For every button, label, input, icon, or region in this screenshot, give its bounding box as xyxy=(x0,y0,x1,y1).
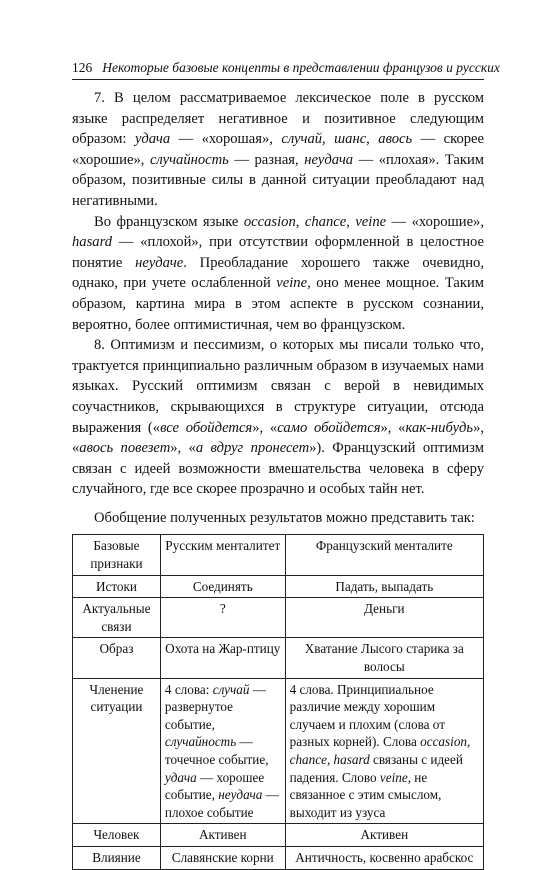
table-cell: Влияние xyxy=(73,846,161,869)
table-row xyxy=(73,678,484,824)
comparison-table xyxy=(72,534,484,869)
table-row xyxy=(73,824,484,847)
table-cell: Падать, выпадать xyxy=(285,575,483,598)
page-number: 126 xyxy=(72,60,93,75)
table-intro: Обобщение полученных результатов можно представить так: xyxy=(94,509,475,526)
table-row xyxy=(73,846,484,869)
table-row xyxy=(73,638,484,678)
table-cell: Охота на Жар-птицу xyxy=(160,638,285,678)
table-cell: 4 слова. Принципиальное различие между хорошим случаем и плохим (слова от разных корней). Слова occasion, chance, hasard связаны с идеей падения. Слово veine, не связанное с этим смыслом, выходит из узуса xyxy=(285,678,483,824)
table-row xyxy=(73,575,484,598)
paragraph-french: Во французском языке occasion, chance, veine — «хорошие», hasard — «плохой», при отсутствии оформленной в целостное понятие неудаче. Преобладание хорошего также очевидно, однако, при учете ослабленной veine, оно менее мощное. Таким образом, картина мира в этом аспекте в русском сознании, вероятно, более оптимистичная, чем во французском. xyxy=(72,213,485,333)
body-text xyxy=(72,88,484,500)
table-cell: Образ xyxy=(73,638,161,678)
paragraph-7: 7. В целом рассматриваемое лексическое поле в русском языке распределяет негативное и позитивное следующим образом: удача — «хорошая», случай, шанс, авось — скорее «хорошие», случайность — разная, неудача — «плохая». Таким образом, позитивные силы в данной ситуации преобладают над негативными. xyxy=(72,90,485,209)
running-title: Некоторые базовые концепты в представлении французов и русских xyxy=(102,60,500,75)
table-cell: Французский менталите xyxy=(285,535,483,575)
table-cell: Русским менталитет xyxy=(160,535,285,575)
table-cell: Человек xyxy=(73,824,161,847)
paragraph-8: 8. Оптимизм и пессимизм, о которых мы писали только что, трактуется принципиально различным образом в изучаемых нами языках. Русский оптимизм связан с верой в невидимых соучастников, скрывающихся в структуре ситуации, отсюда выражения («все обойдется», «само обойдется», «как-нибудь», «авось повезет», «а вдруг пронесет»). Французский оптимизм связан с идеей возможности вмешательства человека в сферу случайного, где все скорее прозрачно и особых тайн нет. xyxy=(72,337,485,498)
table-cell: Актуальные связи xyxy=(73,598,161,638)
table-cell: 4 слова: случай — развернутое событие, случайность — точечное событие, удача — хорошее событие, неудача — плохое событие xyxy=(160,678,285,824)
table-cell: Хватание Лысого старика за волосы xyxy=(285,638,483,678)
table-cell: Античность, косвенно арабскос xyxy=(285,846,483,869)
table-cell: Деньги xyxy=(285,598,483,638)
table-cell: Славянские корни xyxy=(160,846,285,869)
table-row xyxy=(73,598,484,638)
table-row xyxy=(73,535,484,575)
table-cell: Активен xyxy=(285,824,483,847)
table-cell: Истоки xyxy=(73,575,161,598)
running-header xyxy=(72,60,500,80)
table-cell: Соединять xyxy=(160,575,285,598)
table-cell: Членение ситуации xyxy=(73,678,161,824)
table-cell: ? xyxy=(160,598,285,638)
table-cell: Базовые признаки xyxy=(73,535,161,575)
table-cell: Активен xyxy=(160,824,285,847)
book-page xyxy=(72,60,500,870)
